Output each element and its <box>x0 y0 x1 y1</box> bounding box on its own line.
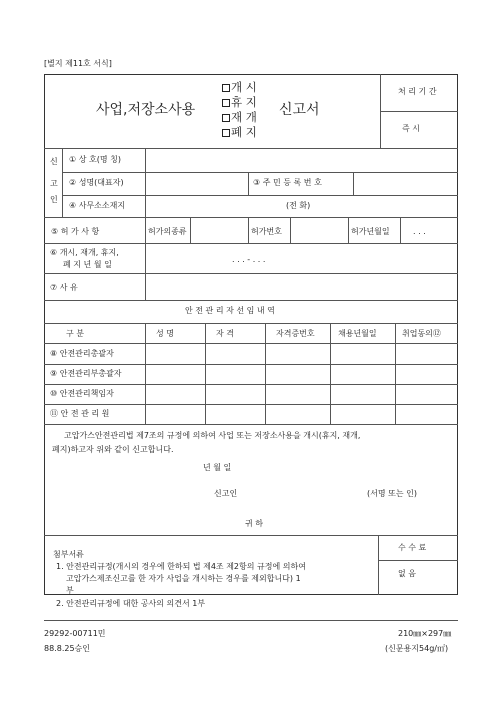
period-label-line2: 폐 지 년 월 일 <box>63 260 112 269</box>
header-name: 성 명 <box>156 329 174 338</box>
option-close[interactable]: 폐 지 <box>222 125 257 140</box>
processing-period-label: 처 리 기 간 <box>398 87 437 96</box>
representative-label: ② 성명(대표자) <box>69 178 124 187</box>
row-deputy-manager: ⑨ 안전관리부총괄자 <box>50 369 122 378</box>
header-category: 구 분 <box>66 329 84 338</box>
title-suffix: 신고서 <box>279 102 320 118</box>
option-resume[interactable]: 재 개 <box>222 110 257 125</box>
permit-date-label: 허가년월일 <box>351 227 390 236</box>
checkbox-icon[interactable] <box>222 84 230 92</box>
safety-section-title: 안 전 관 리 자 선 임 내 역 <box>185 306 275 315</box>
processing-period-value: 즉 시 <box>402 124 420 133</box>
attachment-1-line3: 부 <box>66 586 74 595</box>
fee-value: 없 음 <box>398 569 416 578</box>
permit-label: ⑤ 허 가 사 항 <box>51 227 100 236</box>
permit-number-field[interactable] <box>291 218 347 242</box>
fee-label: 수 수 료 <box>398 543 427 552</box>
checkbox-icon[interactable] <box>222 129 230 137</box>
attachment-2: 2. 안전관리규정에 대한 공사의 의견서 1부 <box>56 599 206 608</box>
header-employment-consent: 취업동의⑫ <box>402 329 441 338</box>
applicant-label: 신고인 <box>214 489 238 498</box>
applicant-side-3: 인 <box>50 195 58 204</box>
header-hire-date: 채용년월일 <box>338 329 377 338</box>
permit-date-value[interactable]: . . . <box>413 227 426 236</box>
company-name-field[interactable] <box>146 149 457 171</box>
phone-label: (전 화) <box>286 201 311 210</box>
form-label: [별지 제11호 서식] <box>44 59 112 68</box>
checkbox-icon[interactable] <box>222 99 230 107</box>
declaration-date[interactable]: 년 월 일 <box>203 463 232 472</box>
attachment-1-line1: 1. 안전관리규정(개시의 경우에 한하되 법 제4조 제2항의 규정에 의하여 <box>56 562 306 571</box>
resident-number-label: ③ 주 민 등 록 번 호 <box>253 178 322 187</box>
form-code: 29292-00711민 <box>44 629 106 638</box>
checkbox-icon[interactable] <box>222 114 230 122</box>
declaration-line1: 고압가스안전관리법 제7조의 규정에 의하여 사업 또는 저장소사용을 개시(휴지, 재개, <box>64 431 361 440</box>
reason-field[interactable] <box>146 274 457 299</box>
representative-field[interactable] <box>146 173 247 194</box>
permit-number-label: 허가번호 <box>251 227 282 236</box>
option-suspend[interactable]: 휴 지 <box>222 95 257 110</box>
resident-number-field[interactable] <box>354 173 457 194</box>
approval-date: 88.8.25승인 <box>44 644 90 653</box>
reason-label: ⑦ 사 유 <box>50 283 78 292</box>
addressee: 귀 하 <box>245 519 263 528</box>
paper-size: 210㎜×297㎜ <box>398 629 452 638</box>
declaration-line2: 폐지)하고자 위와 같이 신고합니다. <box>52 445 174 454</box>
title-options <box>222 80 257 140</box>
permit-type-field[interactable] <box>191 218 247 242</box>
title-prefix: 사업,저장소사용 <box>96 102 196 118</box>
row-safety-officer: ⑪ 안 전 관 리 원 <box>50 409 110 418</box>
permit-type-label: 허가의종류 <box>148 227 187 236</box>
option-start[interactable]: 개 시 <box>222 80 257 95</box>
row-responsible-manager: ⑩ 안전관리책임자 <box>50 389 114 398</box>
applicant-side-2: 고 <box>50 179 58 188</box>
period-value[interactable]: . . . - . . . <box>232 255 266 264</box>
office-address-label: ④ 사무소소재지 <box>69 201 126 210</box>
attachments-title: 첨부서류 <box>53 550 84 559</box>
paper-type: (신문용지54g/㎡) <box>385 644 449 653</box>
applicant-side-1: 신 <box>50 157 58 166</box>
header-qualification: 자 격 <box>216 329 234 338</box>
period-label-line1: ⑥ 개시, 재개, 휴지, <box>50 248 119 257</box>
header-license-number: 자격증번호 <box>276 329 315 338</box>
company-name-label: ① 상 호(명 칭) <box>69 155 121 164</box>
row-general-manager: ⑧ 안전관리총괄자 <box>50 349 114 358</box>
signature-label[interactable]: (서명 또는 인) <box>367 489 417 498</box>
attachment-1-line2: 고압가스제조신고를 한 자가 사업을 개시하는 경우를 제외합니다) 1 <box>66 574 301 583</box>
